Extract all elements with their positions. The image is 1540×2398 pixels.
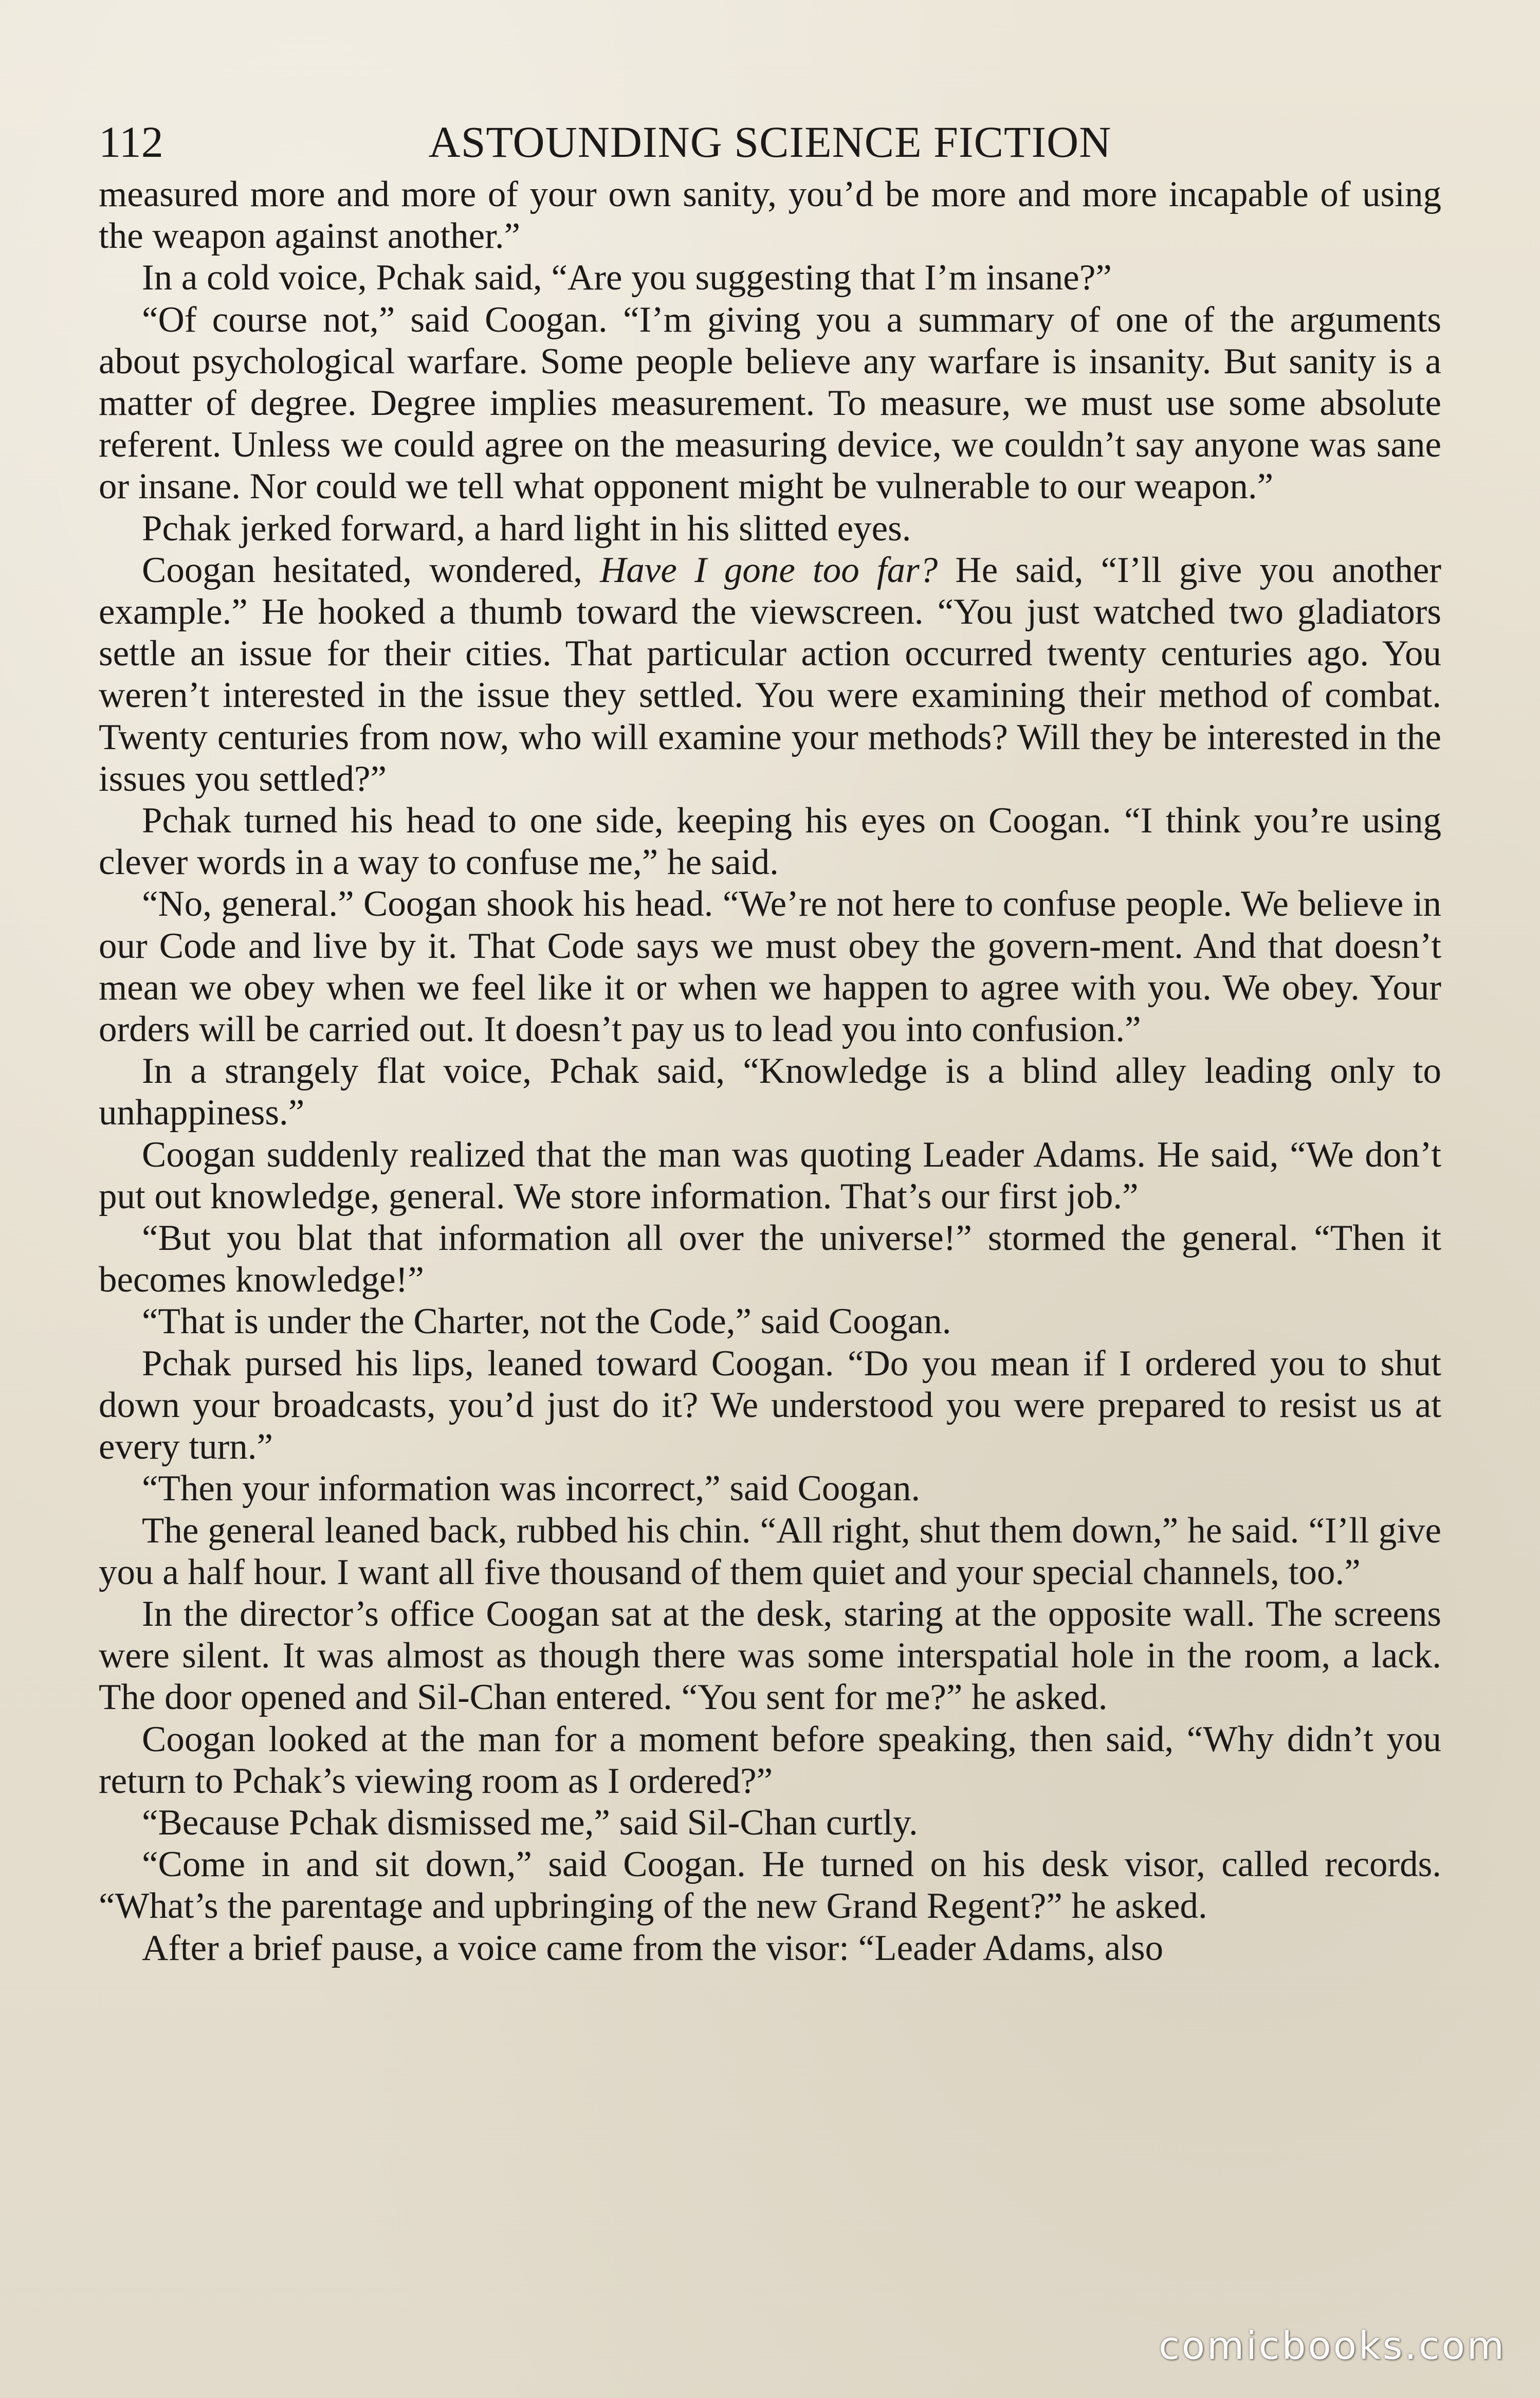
paragraph bbox=[99, 883, 1441, 1050]
watermark-text: comicbooks.com bbox=[1159, 2324, 1506, 2368]
text-run: Pchak jerked forward, a hard light in his slitted eyes. bbox=[142, 508, 911, 549]
paragraph bbox=[99, 1928, 1441, 1969]
paragraph bbox=[99, 1134, 1441, 1218]
paragraph bbox=[99, 299, 1441, 508]
paragraph bbox=[99, 1050, 1441, 1134]
text-run: “Then your information was incorrect,” said Coogan. bbox=[142, 1468, 921, 1509]
paragraph bbox=[99, 550, 1441, 800]
text-run: Coogan looked at the man for a moment before speaking, then said, “Why didn’t you return to Pchak’s viewing room as I ordered?” bbox=[99, 1719, 1441, 1801]
paragraph bbox=[99, 174, 1441, 257]
paragraph bbox=[99, 1301, 1441, 1342]
italic-text: Have I gone too far? bbox=[600, 550, 938, 590]
text-run: He said, “I’ll give you another example.” He hooked a thumb toward the viewscreen. “You just watched two gladiators settle an issue for their cities. That particular action occurred twenty centuries ago. You weren’t interested in the issue they settled. You were examining their method of combat. Twenty centuries from now, who will examine your methods? Will they be interested in the issues you settled?” bbox=[99, 550, 1441, 799]
text-run: measured more and more of your own sanity, you’d be more and more incapable of using the weapon against another.” bbox=[99, 174, 1441, 257]
paragraph bbox=[99, 1343, 1441, 1468]
text-run: Coogan suddenly realized that the man was quoting Leader Adams. He said, “We don’t put out knowledge, general. We store information. That’s our first job.” bbox=[99, 1134, 1441, 1216]
text-run: After a brief pause, a voice came from the visor: “Leader Adams, also bbox=[142, 1928, 1164, 1968]
text-run: “But you blat that information all over the universe!” stormed the general. “Then it becomes knowledge!” bbox=[99, 1218, 1441, 1300]
text-run: Pchak turned his head to one side, keeping his eyes on Coogan. “I think you’re using clever words in a way to confuse me,” he said. bbox=[99, 801, 1441, 883]
paragraph bbox=[99, 1593, 1441, 1719]
text-run: In a cold voice, Pchak said, “Are you suggesting that I’m insane?” bbox=[142, 258, 1112, 298]
text-run: Coogan hesitated, wondered, bbox=[142, 550, 600, 590]
text-run: In the director’s office Coogan sat at the desk, staring at the opposite wall. The screens were silent. It was almost as though there was some interspatial hole in the room, a lack. The door opened and Sil-Chan entered. “You sent for me?” he asked. bbox=[99, 1593, 1441, 1718]
paragraph bbox=[99, 800, 1441, 883]
story-text bbox=[99, 174, 1441, 1969]
paragraph bbox=[99, 1844, 1441, 1927]
page-number: 112 bbox=[99, 117, 163, 167]
paragraph bbox=[99, 1510, 1441, 1593]
text-run: The general leaned back, rubbed his chin. “All right, shut them down,” he said. “I’ll give you a half hour. I want all five thousand of them quiet and your special channels, too.” bbox=[99, 1510, 1441, 1592]
paragraph bbox=[99, 1719, 1441, 1802]
running-title: ASTOUNDING SCIENCE FICTION bbox=[428, 117, 1112, 167]
text-run: “Because Pchak dismissed me,” said Sil-Chan curtly. bbox=[142, 1802, 918, 1843]
text-run: “That is under the Charter, not the Code,” said Coogan. bbox=[142, 1301, 951, 1342]
text-run: In a strangely flat voice, Pchak said, “Knowledge is a blind alley leading only to unhappiness.” bbox=[99, 1051, 1441, 1133]
paragraph bbox=[99, 1218, 1441, 1301]
page-header bbox=[99, 114, 1441, 170]
text-run: “Of course not,” said Coogan. “I’m giving you a summary of one of the arguments about psychological warfare. Some people believe any warfare is insanity. But sanity is a matter of degree. Degree implies measurement. To measure, we must use some absolute referent. Unless we could agree on the measuring device, we couldn’t say anyone was sane or insane. Nor could we tell what opponent might be vulnerable to our weapon.” bbox=[99, 299, 1441, 507]
paragraph bbox=[99, 1802, 1441, 1844]
text-run: Pchak pursed his lips, leaned toward Coogan. “Do you mean if I ordered you to shut down your broadcasts, you’d just do it? We understood you were prepared to resist us at every turn.” bbox=[99, 1343, 1441, 1467]
paragraph bbox=[99, 257, 1441, 299]
text-run: “Come in and sit down,” said Coogan. He turned on his desk visor, called records. “What’s the parentage and upbringing of the new Grand Regent?” he asked. bbox=[99, 1844, 1441, 1927]
text-run: “No, general.” Coogan shook his head. “We’re not here to confuse people. We believe in our Code and live by it. That Code says we must obey the govern-ment. And that doesn’t mean we obey when we feel like it or when we happen to agree with you. We obey. Your orders will be carried out. It doesn’t pay us to lead you into confusion.” bbox=[99, 884, 1441, 1050]
paragraph bbox=[99, 1468, 1441, 1510]
paragraph bbox=[99, 508, 1441, 550]
book-page bbox=[99, 114, 1441, 1969]
